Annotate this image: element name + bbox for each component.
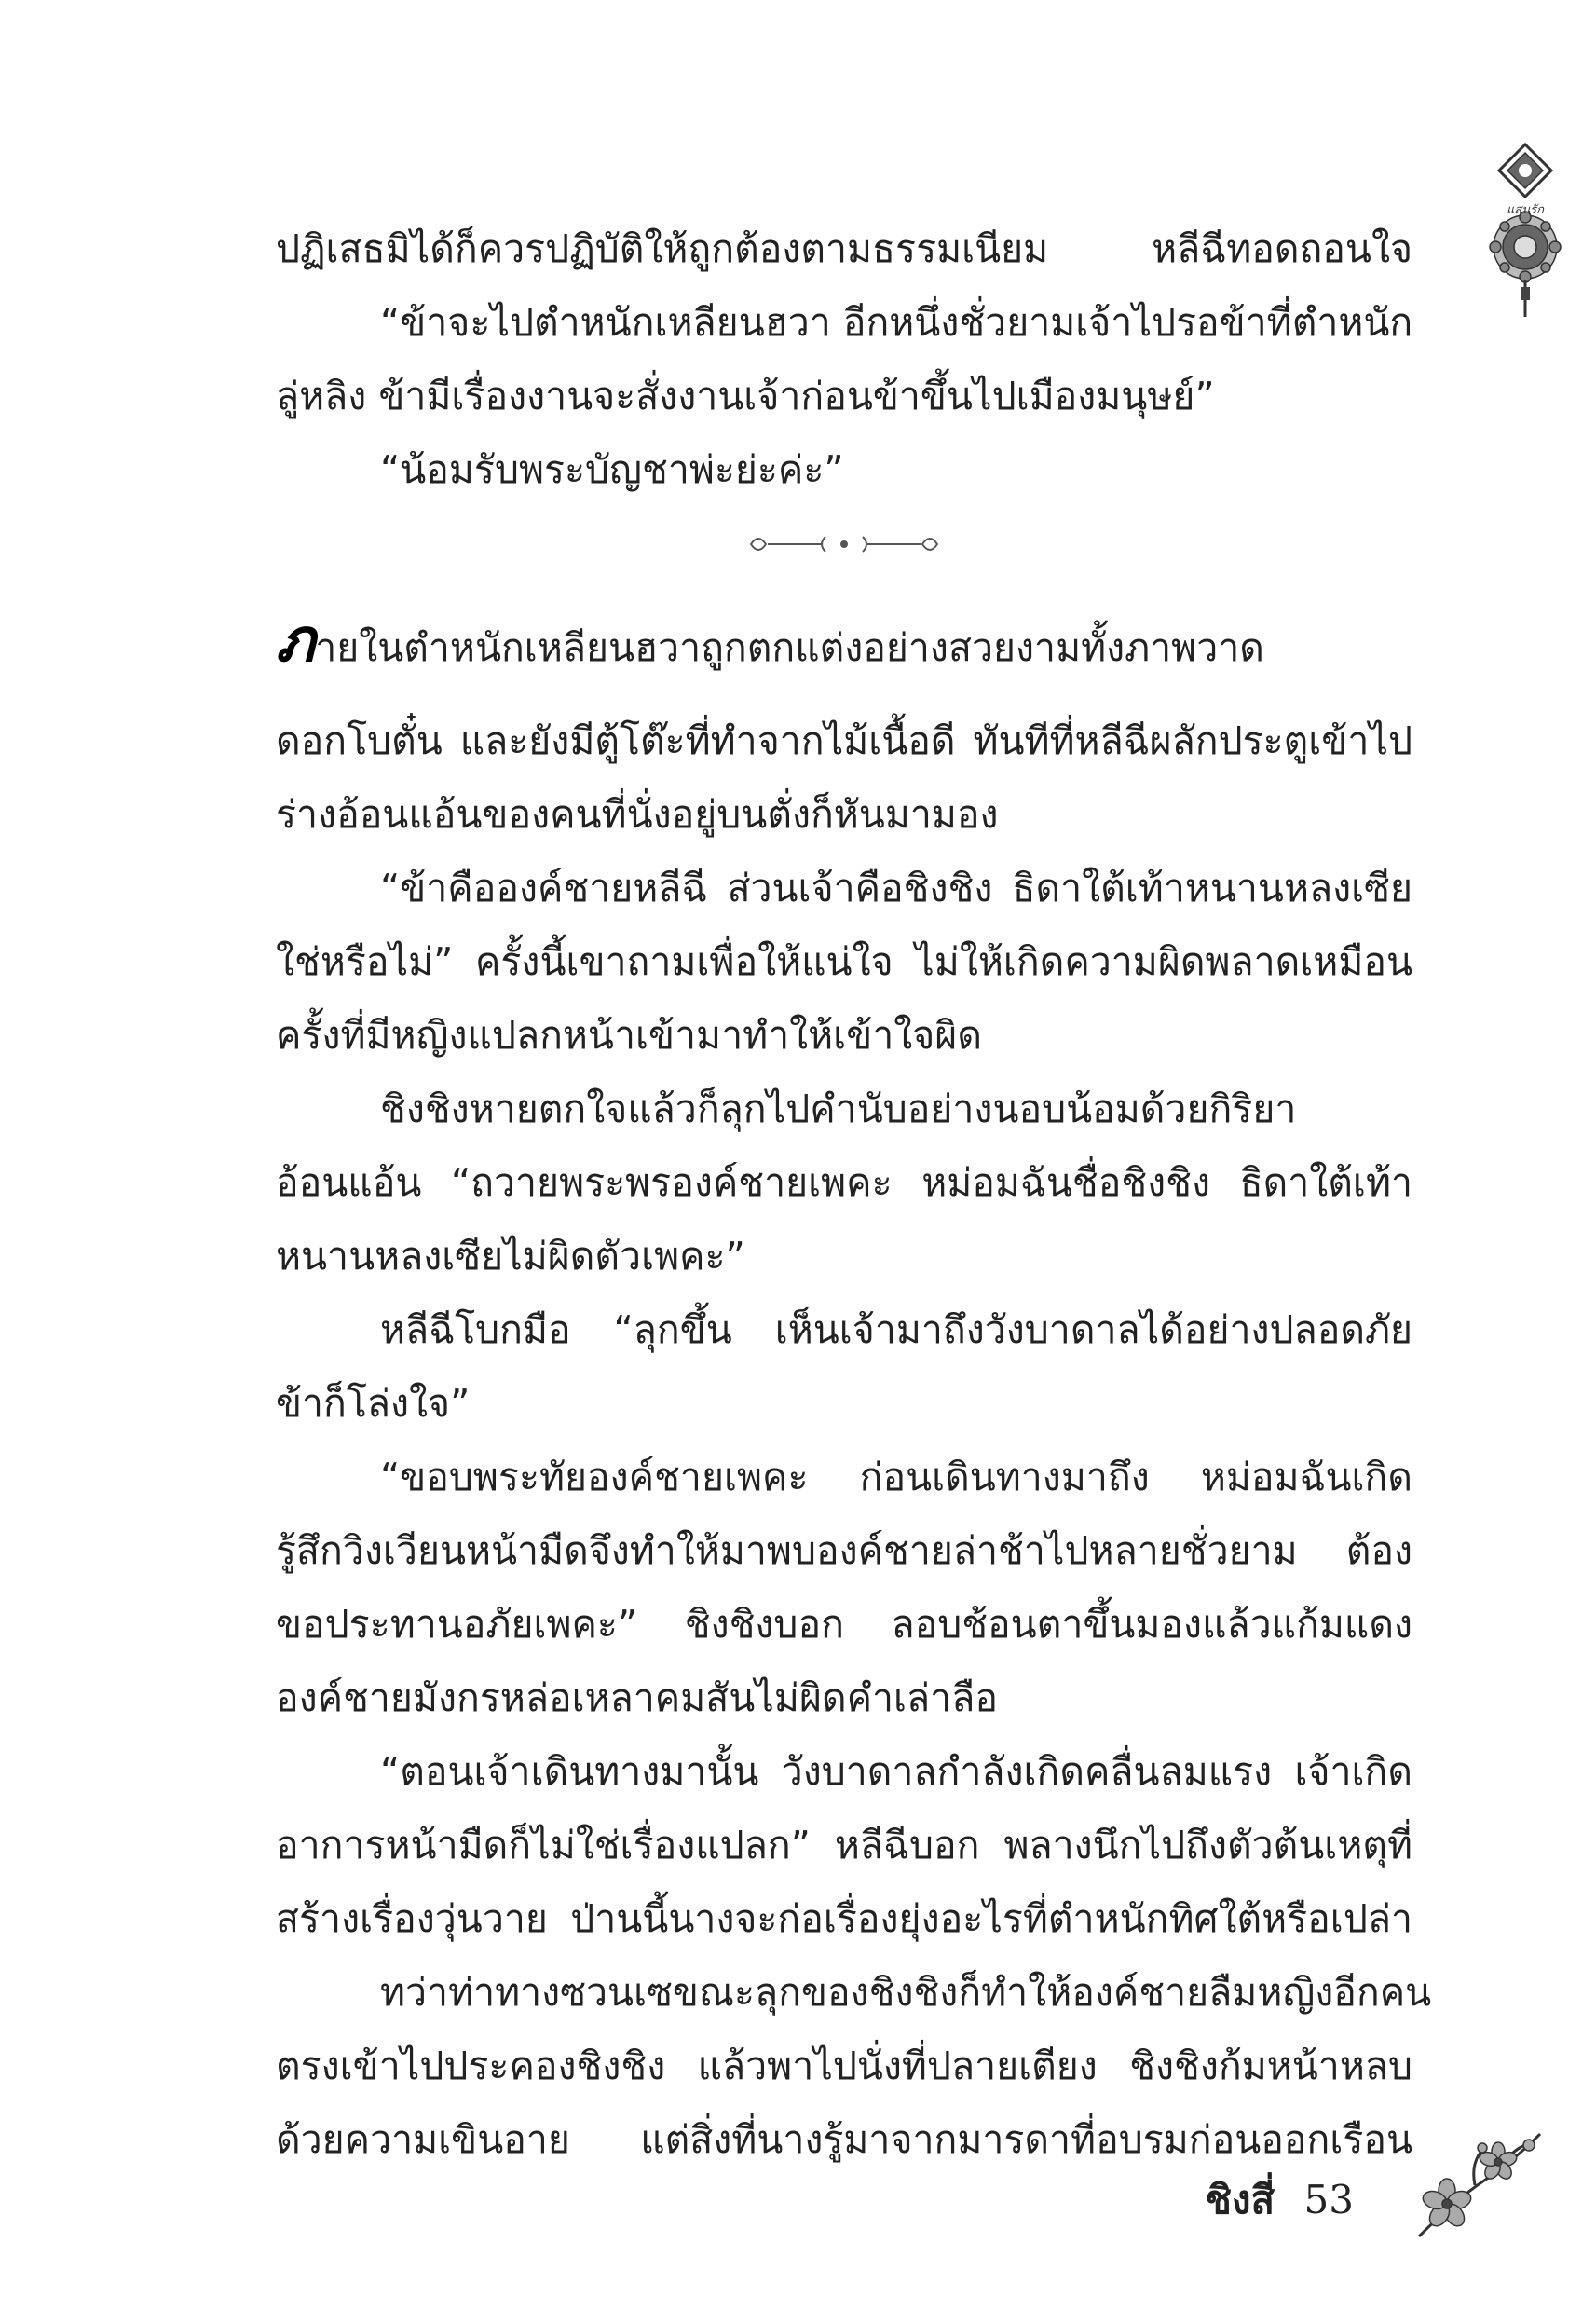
- paragraph-line: ครั้งที่มีหญิงแปลกหน้าเข้ามาทำให้เข้าใจผิด: [276, 1013, 982, 1058]
- paragraph-line: หนานหลงเซียไม่ผิดตัวเพคะ”: [276, 1234, 745, 1279]
- cherry-blossom-icon: [1410, 2125, 1549, 2249]
- paragraph-line: ร่างอ้อนแอ้นของคนที่นั่งอยู่บนตั่งก็หันมามอง: [276, 792, 999, 837]
- paragraph-line: “ขอบพระทัยองค์ชายเพคะ ก่อนเดินทางมาถึง หม่อมฉันเกิด: [380, 1455, 1412, 1499]
- paragraph-line: ลู่หลิง ข้ามีเรื่องงานจะสั่งงานเจ้าก่อนข้าขึ้นไปเมืองมนุษย์”: [276, 374, 1215, 418]
- paragraph-line: “ข้าจะไปตำหนักเหลียนฮวา อีกหนึ่งชั่วยามเจ้าไปรอข้าที่ตำหนัก: [380, 300, 1413, 345]
- paragraph-line: องค์ชายมังกรหล่อเหลาคมสันไม่ผิดคำเล่าลือ: [276, 1675, 998, 1720]
- publisher-emblem-label: แสนรัก: [1506, 203, 1545, 217]
- paragraph-line: หลีฉีโบกมือ “ลุกขึ้น เห็นเจ้ามาถึงวังบาดาลได้อย่างปลอดภัย: [380, 1307, 1412, 1352]
- paragraph-line: ชิงชิงหายตกใจแล้วก็ลุกไปคำนับอย่างนอบน้อมด้วยกิริยา: [380, 1087, 1297, 1131]
- paragraph-line: ด้วยความเขินอาย แต่สิ่งที่นางรู้มาจากมารดาที่อบรมก่อนออกเรือน: [276, 2117, 1412, 2162]
- paragraph-line: รู้สึกวิงเวียนหน้ามืดจึงทำให้มาพบองค์ชายล่าช้าไปหลายชั่วยาม ต้อง: [276, 1528, 1412, 1573]
- body-text: [276, 212, 1432, 2177]
- paragraph-line: “น้อมรับพระบัญชาพ่ะย่ะค่ะ”: [380, 447, 844, 492]
- paragraph-line: ปฏิเสธมิได้ก็ควรปฏิบัติให้ถูกต้องตามธรรมเนียม หลีฉีทอดถอนใจ: [276, 226, 1412, 271]
- paragraph-line: อ้อนแอ้น “ถวายพระพรองค์ชายเพคะ หม่อมฉันชื่อชิงชิง ธิดาใต้เท้า: [276, 1160, 1412, 1205]
- paragraph-line-text: ายในตำหนักเหลียนฮวาถูกตกแต่งอย่างสวยงามทั้งภาพวาด: [315, 625, 1264, 670]
- paragraph-line: ตรงเข้าไปประคองชิงชิง แล้วพาไปนั่งที่ปลายเตียง ชิงชิงก้มหน้าหลบ: [276, 2044, 1412, 2088]
- paragraph-line: ทว่าท่าทางซวนเซขณะลุกของชิงชิงก็ทำให้องค์ชายลืมหญิงอีกคน: [380, 1970, 1432, 2015]
- paragraph-line-with-dropcap: [276, 591, 1412, 704]
- paragraph-line: สร้างเรื่องวุ่นวาย ป่านนี้นางจะก่อเรื่องยุ่งอะไรที่ตำหนักทิศใต้หรือเปล่า: [276, 1896, 1412, 1941]
- paragraph-line: “ตอนเจ้าเดินทางมานั้น วังบาดาลกำลังเกิดคลื่นลมแรง เจ้าเกิด: [380, 1749, 1412, 1794]
- page-number: 53: [1303, 2177, 1354, 2222]
- section-divider: [276, 507, 1412, 591]
- paragraph-line: ข้าก็โล่งใจ”: [276, 1381, 471, 1426]
- paragraph-line: ขอประทานอภัยเพคะ” ชิงชิงบอก ลอบช้อนตาขึ้นมองแล้วแก้มแดง: [276, 1602, 1412, 1647]
- drop-cap: ภ: [276, 606, 316, 676]
- publisher-emblem-icon: [1488, 140, 1562, 330]
- paragraph-line: ดอกโบตั๋น และยังมีตู้โต๊ะที่ทำจากไม้เนื้อดี ทันทีที่หลีฉีผลักประตูเข้าไป: [276, 718, 1412, 763]
- running-footer-title: ชิงสี่: [1205, 2177, 1275, 2222]
- paragraph-line: อาการหน้ามืดก็ไม่ใช่เรื่องแปลก” หลีฉีบอก พลางนึกไปถึงตัวต้นเหตุที่: [276, 1823, 1412, 1867]
- paragraph-line: “ข้าคือองค์ชายหลีฉี ส่วนเจ้าคือชิงชิง ธิดาใต้เท้าหนานหลงเซีย: [380, 866, 1412, 910]
- section-divider-ornament-icon: [742, 526, 947, 563]
- paragraph-line: ใช่หรือไม่” ครั้งนี้เขาถามเพื่อให้แน่ใจ ไม่ให้เกิดความผิดพลาดเหมือน: [276, 939, 1412, 984]
- page-footer: [1206, 2169, 1354, 2231]
